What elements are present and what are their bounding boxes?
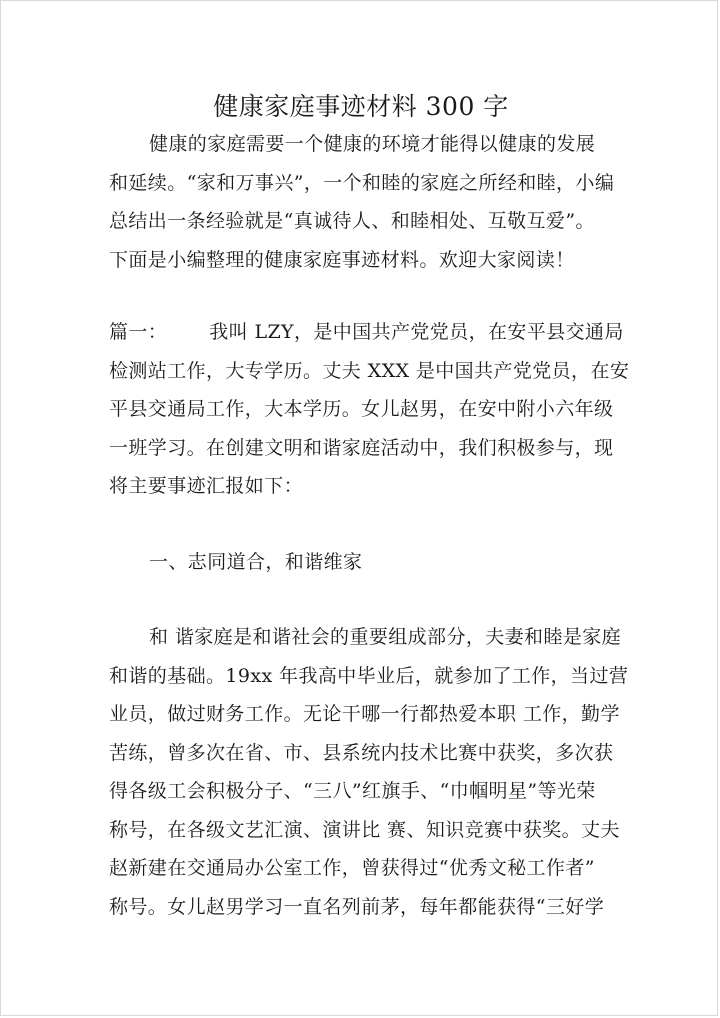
text-line: 平县交通局工作，大本学历。女儿赵男，在安中附小六年级 bbox=[109, 398, 614, 420]
section-label: 篇一： bbox=[109, 321, 168, 343]
text-line: 称号。女儿赵男学习一直名列前茅，每年都能获得“三好学 bbox=[109, 895, 605, 918]
text-line: 下面是小编整理的健康家庭事迹材料。欢迎大家阅读！ bbox=[109, 248, 575, 271]
section1-paragraph bbox=[109, 313, 630, 506]
text-line: 和 谐家庭是和谐社会的重要组成部分，夫妻和睦是家庭 bbox=[149, 626, 622, 648]
text-line: 苦练，曾多次在省、市、县系统内技术比赛中获奖，多次获 bbox=[109, 741, 614, 764]
text-line: 健康的家庭需要一个健康的环境才能得以健康的发展 bbox=[149, 133, 596, 155]
text-line: 赵新建在交通局办公室工作，曾获得过“优秀文秘工作者” bbox=[109, 857, 595, 879]
section-first-line: 我叫 LZY，是中国共产党党员，在安平县交通局 bbox=[209, 321, 624, 343]
text-line: 将主要事迹汇报如下： bbox=[109, 475, 304, 497]
text-line: 一班学习。在创建文明和谐家庭活动中，我们积极参与，现 bbox=[109, 436, 614, 459]
heading-text: 一、志同道合，和谐维家 bbox=[149, 551, 363, 573]
text-line: 和谐的基础。19xx 年我高中毕业后，就参加了工作，当过营 bbox=[109, 664, 629, 687]
text-line: 得各级工会积极分子、“三八”红旗手、“巾帼明星”等光荣 bbox=[109, 780, 596, 802]
document-title: 健康家庭事迹材料 300 字 bbox=[213, 92, 509, 121]
text-line: 业员，做过财务工作。无论干哪一行都热爱本职 工作，勤学 bbox=[109, 703, 620, 725]
text-line: 和延续。“家和万事兴”，一个和睦的家庭之所经和睦，小编 bbox=[109, 171, 615, 194]
intro-paragraph bbox=[109, 125, 615, 279]
text-line: 检测站工作，大专学历。丈夫 XXX 是中国共产党党员，在安 bbox=[109, 359, 630, 382]
section-heading bbox=[109, 543, 615, 582]
text-line: 称号，在各级文艺汇演、演讲比 赛、知识竞赛中获奖。丈夫 bbox=[109, 818, 620, 841]
body-paragraph bbox=[109, 618, 629, 926]
text-line bbox=[109, 313, 624, 352]
text-line: 总结出一条经验就是“真诚待人、和睦相处、互敬互爱”。 bbox=[109, 210, 595, 232]
